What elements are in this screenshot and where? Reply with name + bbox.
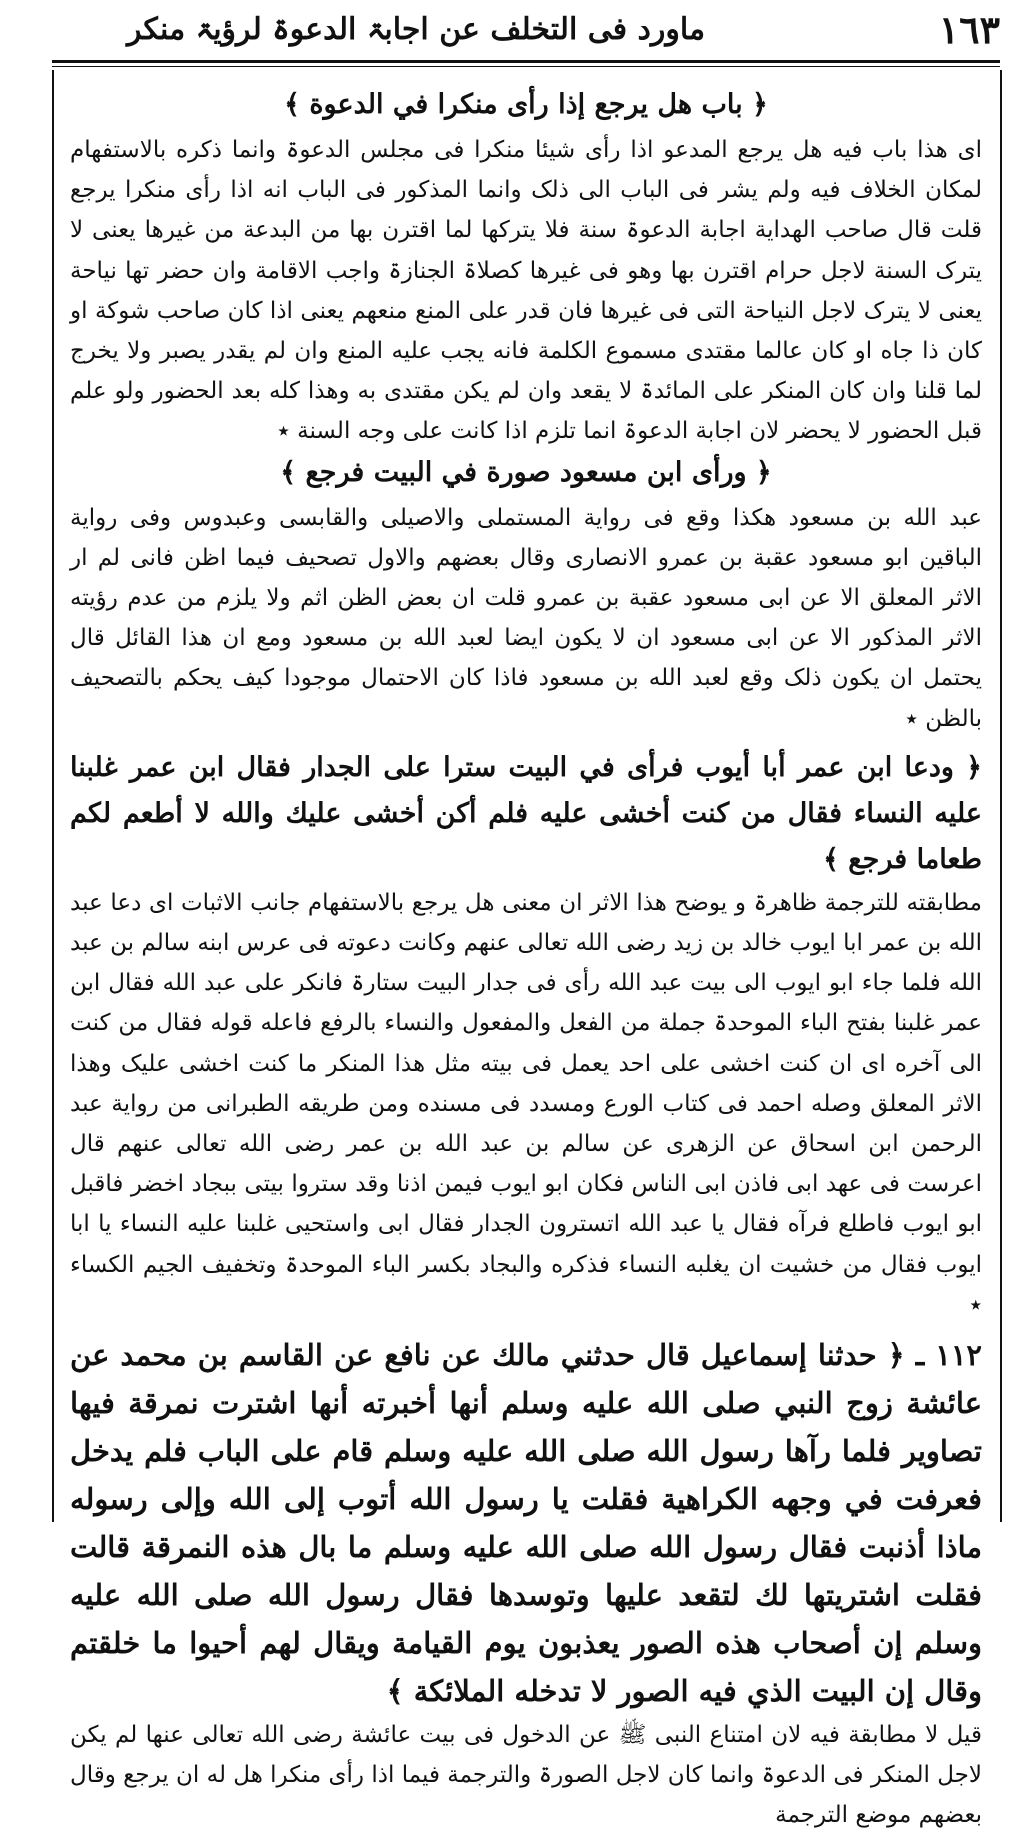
chapter-commentary: ای هذا باب فیه هل یرجع المدعو اذا رأی شیئا منکرا فی مجلس الدعوۃ وانما ذکره بالاستفهام لمکان الخلاف فیه ولم یشر فی الباب الی ذلک وانما المذکور فی الباب انه اذا رأی منکرا یرجع قلت قال صاحب الهدایة اجابة الدعوۃ سنة فلا یترکها لما اقترن بها من البدعة من غیرها یعنی لا یترک السنة لاجل حرام اقترن بها وهو فی غیرها کصلاۃ الجنازۃ واجب الاقامة وان حضر تها نیاحة یعنی لا یترک لاجل النیاحة التی فی غیرها فان قدر علی المنع منعهم یعنی اذا کان صاحب شوکة او کان ذا جاه او کان عالما مقتدی مسموع الکلمة فانه یجب علیه المنع وان لم یقدر یصبر ولا یخرج لما قلنا وان کان المنکر علی المائدۃ لا یقعد وان لم یکن مقتدی به وهذا کله بعد الحضور ولو علم قبل الحضور لا یحضر لان اجابة الدعوۃ انما تلزم اذا کانت علی وجه السنة ٭ [70,137,982,445]
athar-heading-ibn-masud: ﴿ ورأى ابن مسعود صورة في البيت فرجع ﴾ [280,456,772,488]
page-header [52,8,1000,56]
page-body [70,84,982,1829]
hadith-112-text: ١١٢ ـ ﴿ حدثنا إسماعيل قال حدثني مالك عن نافع عن القاسم بن محمد عن عائشة زوج النبي صلى الله عليه وسلم أنها أخبرته أنها اشترت نمرقة فيها تصاوير فلما رآها رسول الله صلى الله عليه وسلم قام على الباب فلم يدخل فعرفت في وجهه الكراهية فقلت يا رسول الله أتوب إلى الله وإلى رسوله ماذا أذنبت فقال رسول الله صلى الله عليه وسلم ما بال هذه النمرقة قالت فقلت اشتريتها لك لتقعد عليها وتوسدها فقال رسول الله صلى الله عليه وسلم إن أصحاب هذه الصور يعذبون يوم القيامة ويقال لهم أحيوا ما خلقتم وقال إن البيت الذي فيه الصور لا تدخله الملائكة ﴾ [70,1338,982,1709]
athar-text-ibn-umar: ﴿ ودعا ابن عمر أبا أيوب فرأى في البيت سترا على الجدار فقال ابن عمر غلبنا عليه النساء فقال من كنت أخشى عليه فلم أكن أخشى عليك والله لا أطعم لكم طعاما فرجع ﴾ [70,751,982,875]
header-rule [52,60,1000,63]
athar-commentary-ibn-umar: مطابقته للترجمة ظاهرۃ و یوضح هذا الاثر ان معنی هل یرجع بالاستفهام جانب الاثبات ای دعا عبد الله بن عمر ابا ایوب خالد بن زید رضی الله تعالی عنهم وکانت دعوته فی عرس ابنه سالم بن عبد الله فلما جاء ابو ایوب الی بیت عبد الله رأی فی جدار البیت ستارۃ فانکر علی عبد الله فقال ابن عمر غلبنا بفتح الباء الموحدۃ جملة من الفعل والمفعول والنساء بالرفع فاعله قوله فقال من کنت الی آخره ای ان کنت اخشی علی احد یعمل فی بیته مثل هذا المنکر ما کنت اخشی علیک وهذا الاثر المعلق وصله احمد فی کتاب الورع ومسدد فی مسنده ومن طریقه الطبرانی من روایة عبد الرحمن ابن اسحاق عن الزهری عن سالم بن عبد الله بن عمر رضی الله تعالی عنهم قال اعرست فی عهد ابی فاذن ابی الناس فکان ابو ایوب فیمن اذنا وقد ستروا بیتی ببجاد اخضر فاقبل ابو ایوب فاطلع فرآه فقال یا عبد الله اتسترون الجدار فقال ابی واستحیی غلبنا علیه النساء یا ابا ایوب فقال من خشیت ان یغلبه النساء فذکره والبجاد بکسر الباء الموحدۃ وتخفیف الجیم الکساء ٭ [70,889,982,1318]
running-title: ماورد فی التخلف عن اجابۃ الدعوۃ لرؤیۃ منکر [126,12,706,47]
chapter-heading: ﴿ باب هل يرجع إذا رأى منكرا في الدعوة ﴾ [284,89,768,120]
hadith-112-commentary: قیل لا مطابقة فیه لان امتناع النبی ﷺ عن الدخول فی بیت عائشة رضی الله تعالی عنها لم یکن لاجل المنکر فی الدعوۃ وانما کان لاجل الصورۃ والترجمة فیما اذا رأی منکرا هل له ان یرجع وقال بعضهم موضع الترجمة [70,1722,982,1829]
header-rule-thin [52,66,1000,67]
athar-commentary-ibn-masud: عبد الله بن مسعود هکذا وقع فی روایة المستملی والاصیلی والقابسی وعبدوس وفی روایة الباقین ابو مسعود عقبة بن عمرو الانصاری وقال بعضهم والاول تصحیف فیما اظن فانی لم ار الاثر المعلق الا عن ابی مسعود عقبة بن عمرو قلت ان بعض الظن اثم ولا یلزم من عدم رؤیته الاثر المذکور الا عن ابی مسعود ان لا یکون ایضا لعبد الله بن مسعود ومع ان هذا القائل قال یحتمل ان یکون ذلک وقع لعبد الله بن مسعود فاذا کان الاحتمال موجودا کیف یحکم بالتصحیف بالظن ٭ [70,504,982,732]
page-number: ١٦٣ [938,7,1000,52]
